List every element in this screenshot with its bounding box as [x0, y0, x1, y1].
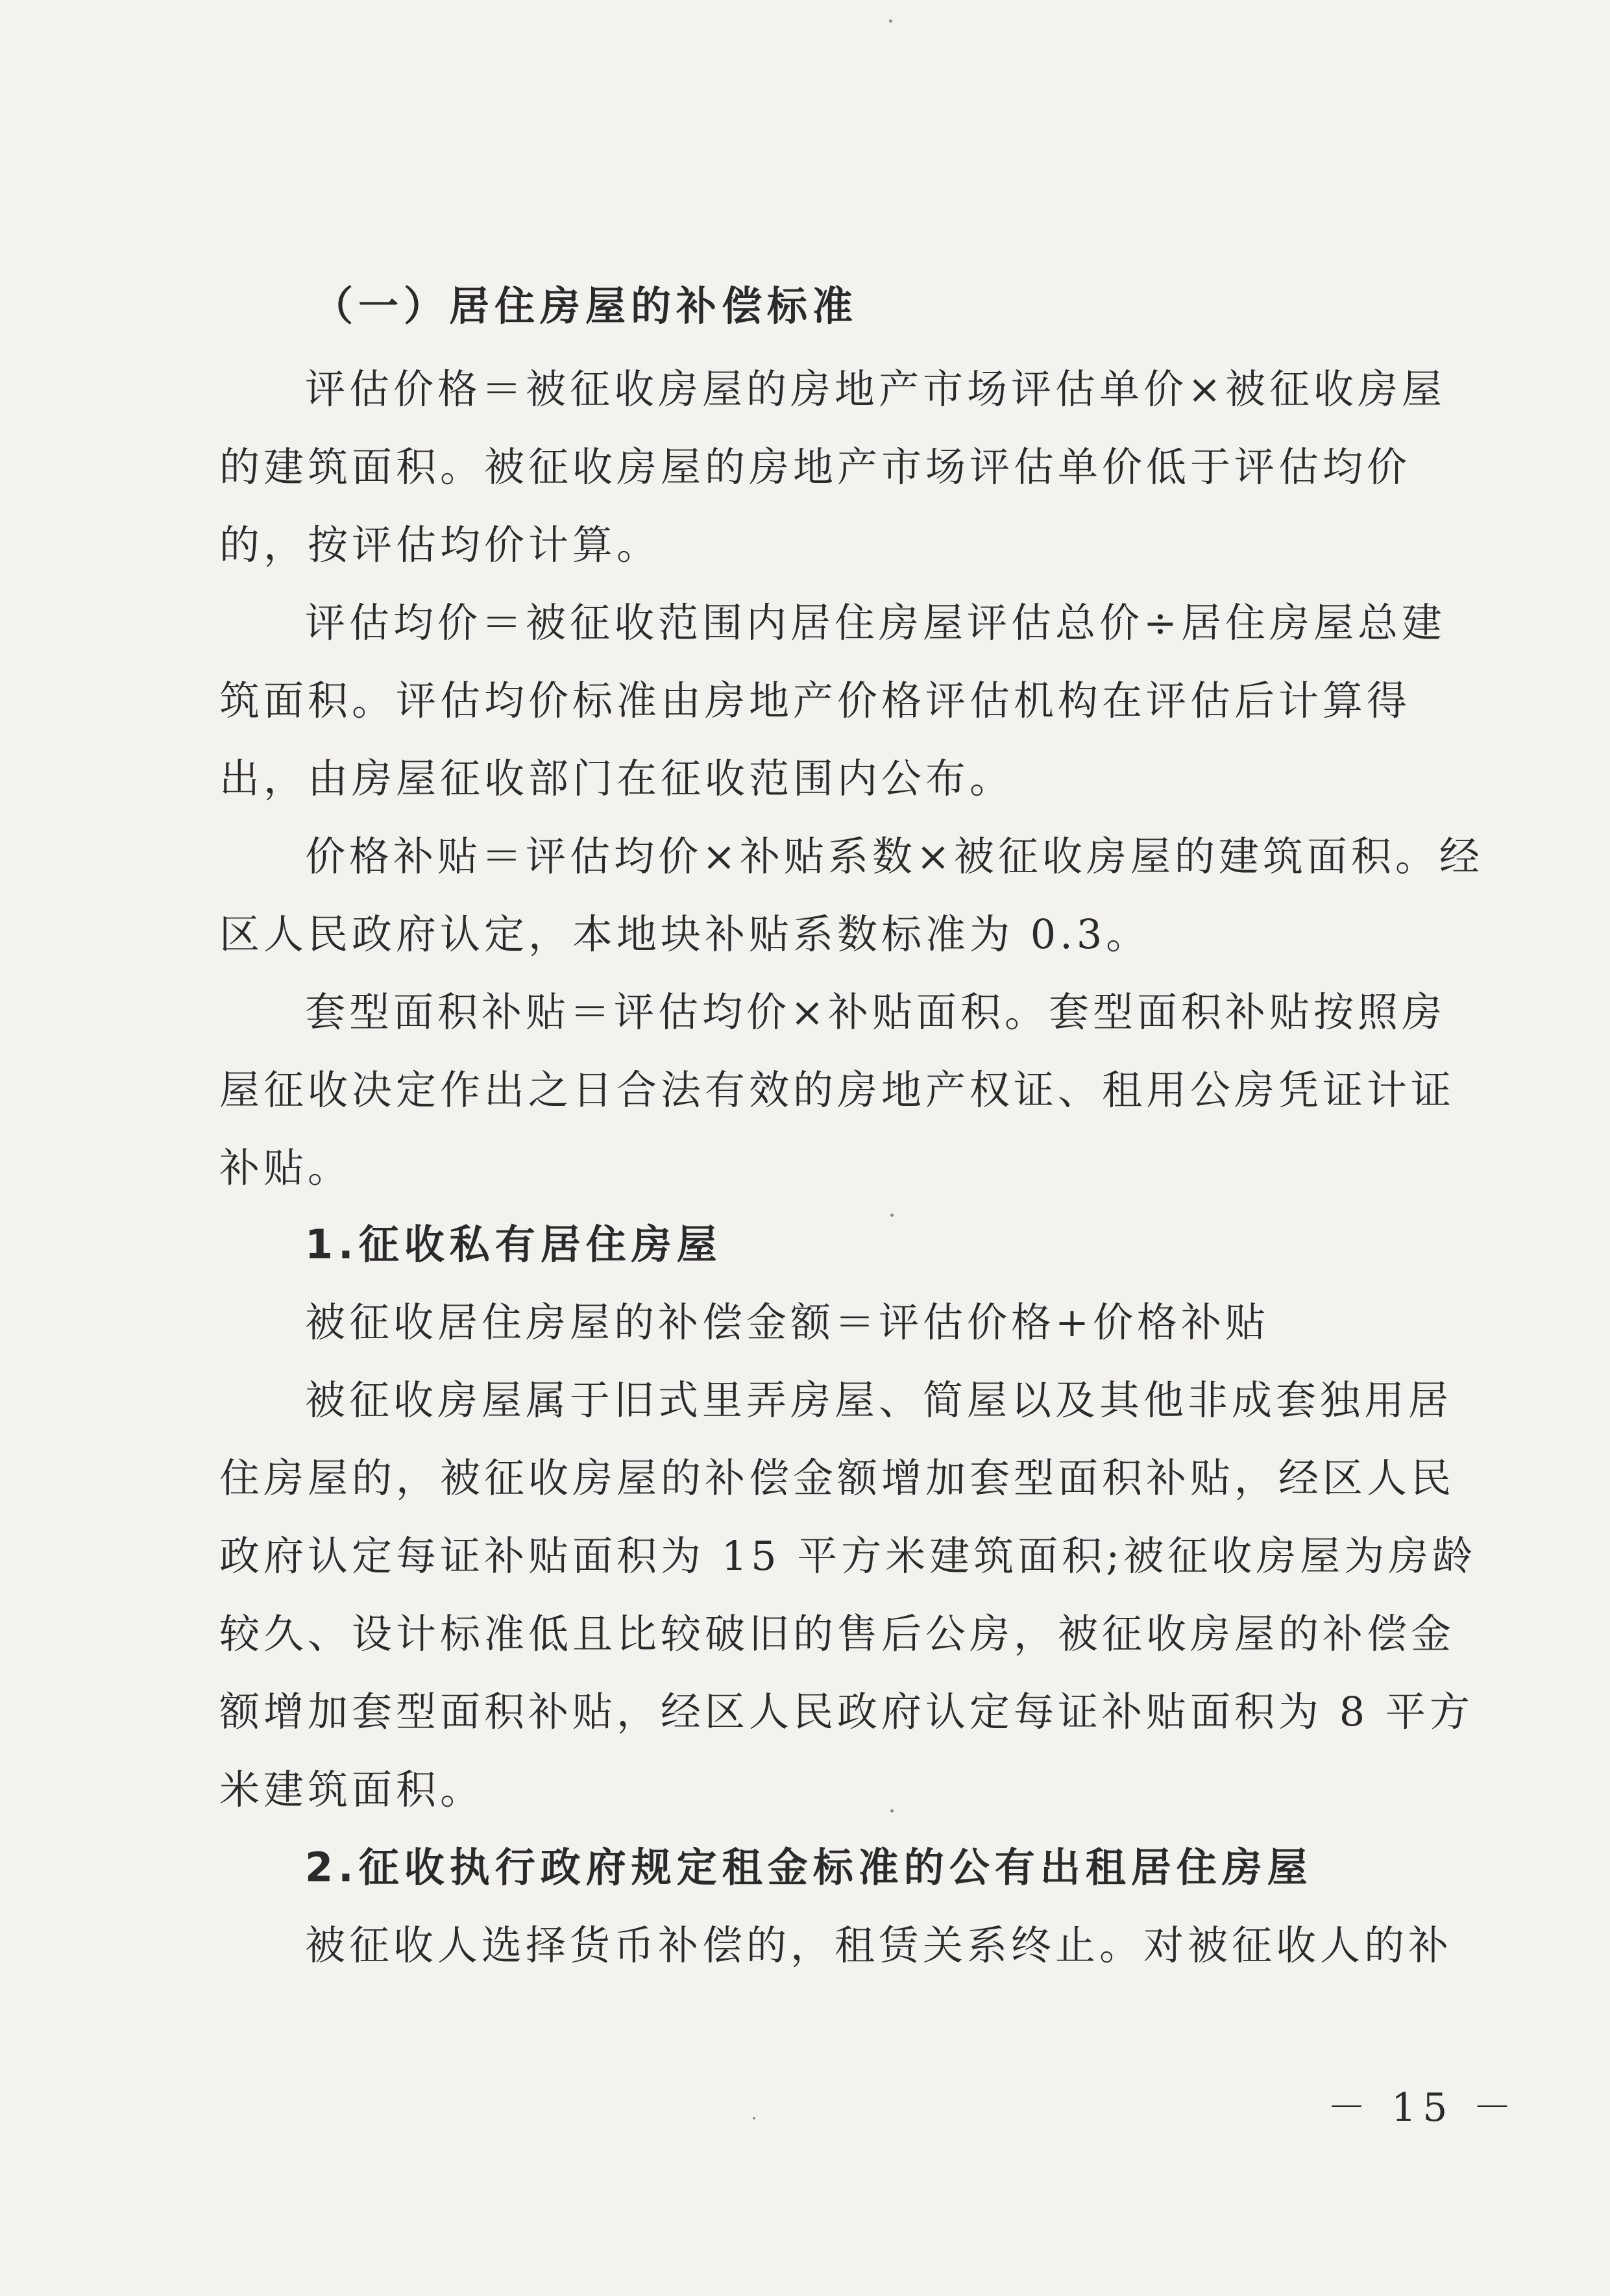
para1-line2: 的建筑面积。被征收房屋的房地产市场评估单价低于评估均价 [219, 443, 1411, 491]
para4-line2: 屋征收决定作出之日合法有效的房地产权证、租用公房凭证计证 [219, 1066, 1456, 1114]
para6-line5: 额增加套型面积补贴，经区人民政府认定每证补贴面积为 8 平方 [219, 1688, 1474, 1735]
para2-line3: 出，由房屋征收部门在征收范围内公布。 [219, 755, 1014, 802]
para2-line2: 筑面积。评估均价标准由房地产价格评估机构在评估后计算得 [219, 677, 1411, 724]
para2-line1: 评估均价＝被征收范围内居住房屋评估总价÷居住房屋总建 [305, 599, 1446, 646]
subheading-2: 2.征收执行政府规定租金标准的公有出租居住房屋 [305, 1844, 1313, 1891]
para1-line3: 的，按评估均价计算。 [219, 521, 661, 568]
scan-speck [890, 1809, 894, 1813]
para6-line3: 政府认定每证补贴面积为 15 平方米建筑面积;被征收房屋为房龄 [219, 1532, 1477, 1580]
scan-speck [890, 1214, 894, 1217]
para3-line2: 区人民政府认定，本地块补贴系数标准为 0.3。 [219, 910, 1151, 958]
para1-line1: 评估价格＝被征收房屋的房地产市场评估单价×被征收房屋 [305, 365, 1446, 413]
scan-speck [753, 2117, 755, 2119]
para5-line1: 被征收居住房屋的补偿金额＝评估价格+价格补贴 [305, 1299, 1269, 1346]
subheading-1: 1.征收私有居住房屋 [305, 1221, 722, 1268]
page-number: － 15 － [1327, 2085, 1519, 2131]
para3-line1: 价格补贴＝评估均价×补贴系数×被征收房屋的建筑面积。经 [305, 833, 1483, 880]
section-heading: （一）居住房屋的补偿标准 [313, 282, 859, 330]
para6-line1: 被征收房屋属于旧式里弄房屋、简屋以及其他非成套独用居 [305, 1376, 1453, 1424]
para6-line2: 住房屋的，被征收房屋的补偿金额增加套型面积补贴，经区人民 [219, 1454, 1456, 1502]
scan-speck [889, 19, 892, 23]
para6-line4: 较久、设计标准低且比较破旧的售后公房，被征收房屋的补偿金 [219, 1610, 1456, 1657]
para4-line1: 套型面积补贴＝评估均价×补贴面积。套型面积补贴按照房 [305, 988, 1446, 1036]
para7-line1: 被征收人选择货币补偿的，租赁关系终止。对被征收人的补 [305, 1922, 1453, 1969]
para4-line3: 补贴。 [219, 1144, 352, 1191]
para6-line6: 米建筑面积。 [219, 1766, 485, 1813]
